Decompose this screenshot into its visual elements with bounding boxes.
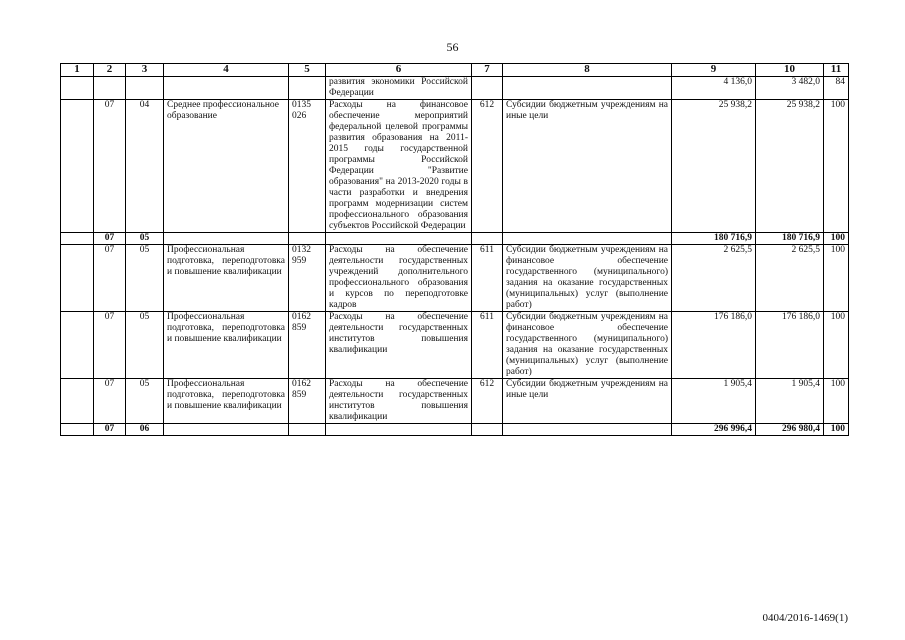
cell-c1: [61, 312, 94, 379]
cell-expense-name: [326, 424, 472, 436]
table-row: [61, 100, 849, 233]
page-number: 56: [446, 40, 459, 54]
col-header-8: 8: [503, 64, 672, 77]
cell-executed: 176 186,0: [756, 312, 824, 379]
cell-c1: [61, 100, 94, 233]
cell-expense-name: Расходы на обеспечение деятельности государственных институтов повышения квалификации: [326, 312, 472, 379]
cell-section: [94, 77, 126, 100]
cell-section-name: [164, 233, 289, 245]
cell-section-name: [164, 424, 289, 436]
cell-percent: 100: [824, 100, 849, 233]
cell-planned: 4 136,0: [672, 77, 756, 100]
cell-expense-name: [326, 233, 472, 245]
col-header-9: 9: [672, 64, 756, 77]
cell-planned: 2 625,5: [672, 245, 756, 312]
cell-section: 07: [94, 245, 126, 312]
cell-target-code: 0162 859: [289, 379, 326, 424]
document-code: 0404/2016-1469(1): [762, 612, 848, 624]
cell-percent-total: 100: [824, 233, 849, 245]
cell-section: 07: [94, 424, 126, 436]
cell-section-name: Среднее профессиональное образование: [164, 100, 289, 233]
cell-executed-total: 180 716,9: [756, 233, 824, 245]
cell-expense-type-code: 611: [472, 312, 503, 379]
cell-planned: 176 186,0: [672, 312, 756, 379]
cell-expense-type-name: [503, 77, 672, 100]
cell-expense-type-name: Субсидии бюджетным учреждениям на иные цели: [503, 379, 672, 424]
cell-expense-name: Расходы на обеспечение деятельности государственных институтов повышения квалификации: [326, 379, 472, 424]
cell-target-code: [289, 424, 326, 436]
cell-c1: [61, 379, 94, 424]
cell-expense-type-code: [472, 424, 503, 436]
cell-c1: [61, 424, 94, 436]
cell-percent: 84: [824, 77, 849, 100]
budget-table: [60, 63, 849, 436]
cell-planned: 25 938,2: [672, 100, 756, 233]
cell-expense-name: развития экономики Российской Федерации: [326, 77, 472, 100]
subtotal-row: [61, 233, 849, 245]
col-header-2: 2: [94, 64, 126, 77]
cell-subsection: 04: [126, 100, 164, 233]
cell-subsection: 05: [126, 245, 164, 312]
table-row: [61, 77, 849, 100]
cell-expense-name: Расходы на финансовое обеспечение мероприятий федеральной целевой программы развития образования на 2011-2015 годы государственной программы Российской Федерации "Развитие образования" на 2013-2020 годы в части разработки и внедрения программ модернизации систем профессионального образования субъектов Российской Федерации: [326, 100, 472, 233]
cell-expense-type-code: [472, 77, 503, 100]
col-header-7: 7: [472, 64, 503, 77]
col-header-5: 5: [289, 64, 326, 77]
table-row: [61, 312, 849, 379]
cell-expense-type-name: [503, 233, 672, 245]
col-header-1: 1: [61, 64, 94, 77]
cell-section-name: [164, 77, 289, 100]
header-row: [61, 64, 849, 77]
cell-planned-total: 296 996,4: [672, 424, 756, 436]
cell-subsection: 05: [126, 233, 164, 245]
cell-expense-type-name: [503, 424, 672, 436]
cell-planned: 1 905,4: [672, 379, 756, 424]
table-row: [61, 379, 849, 424]
col-header-10: 10: [756, 64, 824, 77]
col-header-11: 11: [824, 64, 849, 77]
cell-expense-name: Расходы на обеспечение деятельности государственных учреждений дополнительного профессионального образования и курсов по переподготовке кадров: [326, 245, 472, 312]
cell-subsection: 06: [126, 424, 164, 436]
cell-executed: 2 625,5: [756, 245, 824, 312]
col-header-3: 3: [126, 64, 164, 77]
cell-planned-total: 180 716,9: [672, 233, 756, 245]
cell-section: 07: [94, 100, 126, 233]
col-header-4: 4: [164, 64, 289, 77]
subtotal-row: [61, 424, 849, 436]
cell-c1: [61, 245, 94, 312]
cell-subsection: 05: [126, 312, 164, 379]
cell-section: 07: [94, 379, 126, 424]
cell-section-name: Профессиональная подготовка, переподготовка и повышение квалификации: [164, 245, 289, 312]
col-header-6: 6: [326, 64, 472, 77]
cell-target-code: 0132 959: [289, 245, 326, 312]
cell-expense-type-code: 612: [472, 100, 503, 233]
cell-percent: 100: [824, 312, 849, 379]
cell-subsection: [126, 77, 164, 100]
cell-executed: 25 938,2: [756, 100, 824, 233]
cell-subsection: 05: [126, 379, 164, 424]
cell-target-code: 0135 026: [289, 100, 326, 233]
cell-percent: 100: [824, 245, 849, 312]
cell-target-code: [289, 77, 326, 100]
cell-executed: 1 905,4: [756, 379, 824, 424]
cell-section-name: Профессиональная подготовка, переподготовка и повышение квалификации: [164, 379, 289, 424]
cell-percent: 100: [824, 379, 849, 424]
cell-executed: 3 482,0: [756, 77, 824, 100]
cell-percent-total: 100: [824, 424, 849, 436]
cell-expense-type-name: Субсидии бюджетным учреждениям на иные цели: [503, 100, 672, 233]
cell-expense-type-name: Субсидии бюджетным учреждениям на финансовое обеспечение государственного (муниципального) задания на оказание государственных (муниципальных) услуг (выполнение работ): [503, 245, 672, 312]
table-row: [61, 245, 849, 312]
cell-expense-type-code: 611: [472, 245, 503, 312]
cell-c1: [61, 77, 94, 100]
cell-section-name: Профессиональная подготовка, переподготовка и повышение квалификации: [164, 312, 289, 379]
cell-target-code: [289, 233, 326, 245]
cell-section: 07: [94, 233, 126, 245]
cell-target-code: 0162 859: [289, 312, 326, 379]
cell-expense-type-code: [472, 233, 503, 245]
cell-expense-type-name: Субсидии бюджетным учреждениям на финансовое обеспечение государственного (муниципального) задания на оказание государственных (муниципальных) услуг (выполнение работ): [503, 312, 672, 379]
cell-section: 07: [94, 312, 126, 379]
cell-expense-type-code: 612: [472, 379, 503, 424]
cell-c1: [61, 233, 94, 245]
cell-executed-total: 296 980,4: [756, 424, 824, 436]
